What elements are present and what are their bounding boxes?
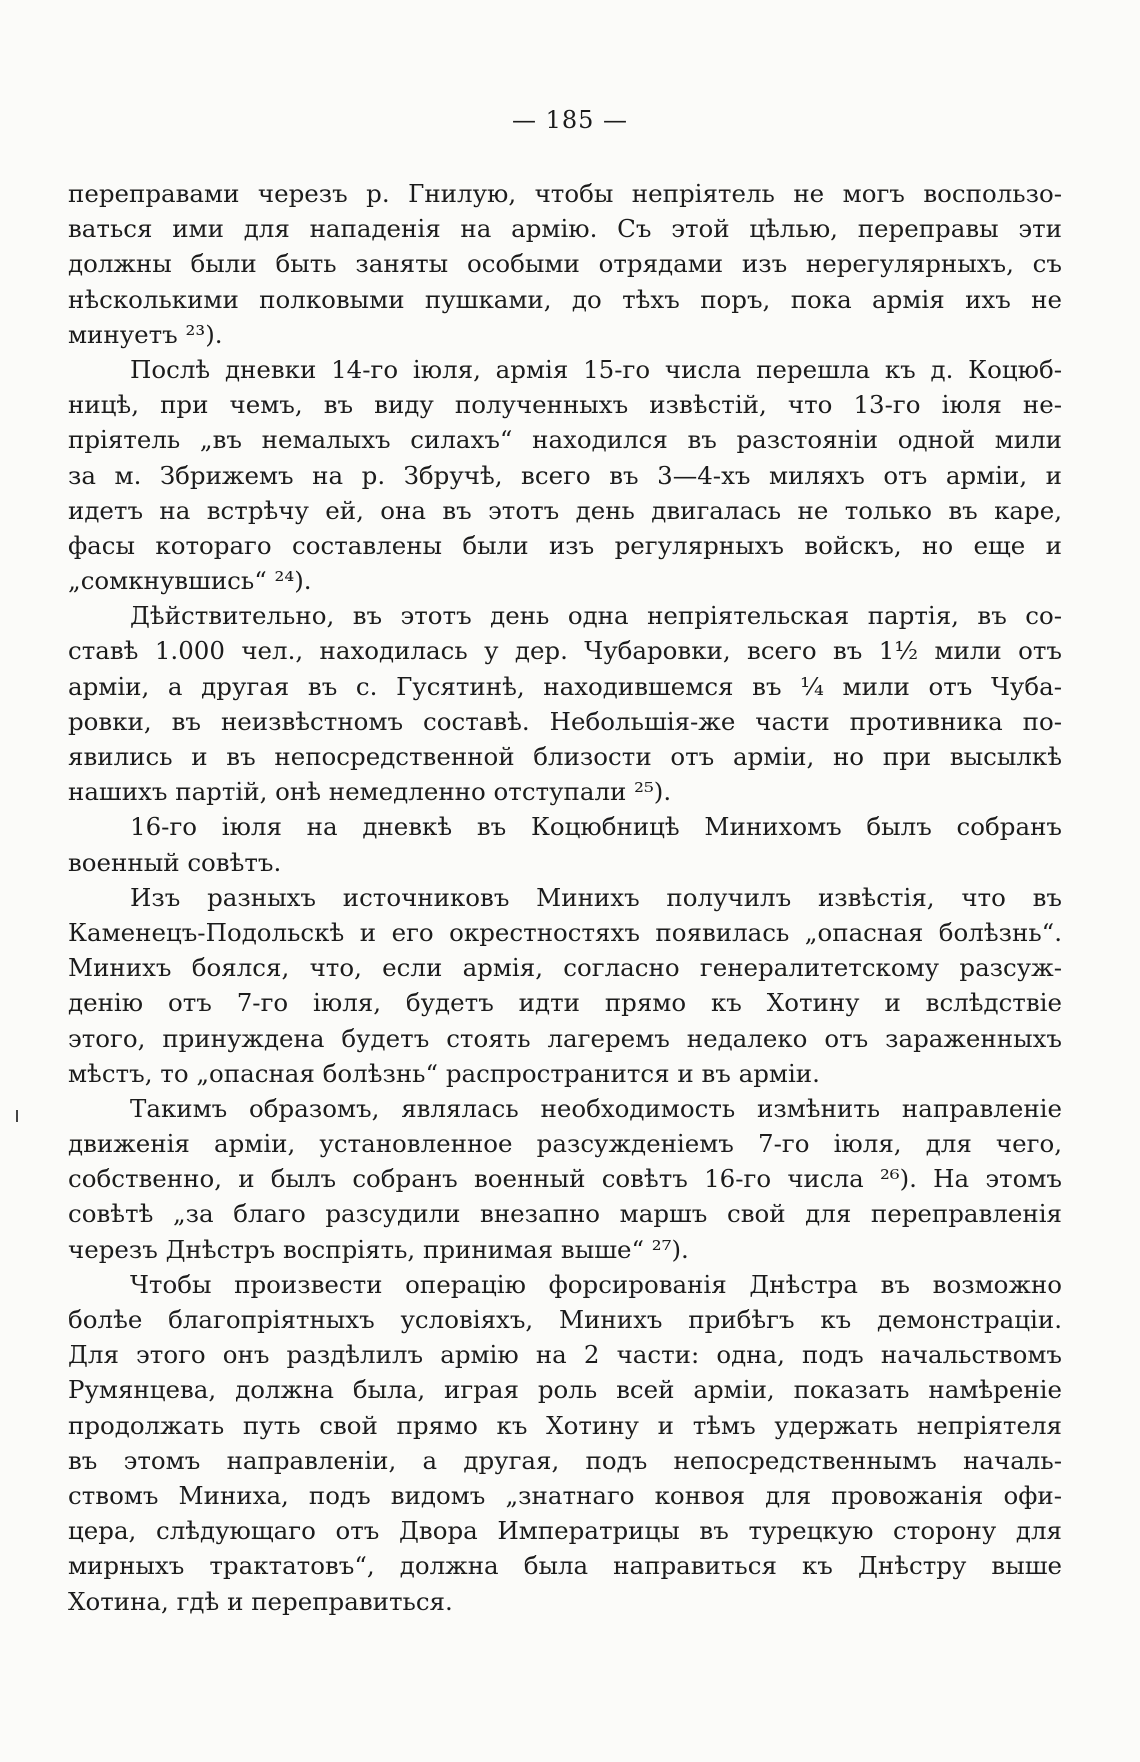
text-line: Послѣ дневки 14-го іюля, армія 15-го числа перешла къ д. Коцюб- bbox=[130, 354, 1062, 384]
text-line: Для этого онъ раздѣлилъ армію на 2 части: одна, подъ начальствомъ bbox=[68, 1340, 1062, 1370]
text-line: арміи, а другая въ с. Гусятинѣ, находившемся въ ¼ мили отъ Чуба- bbox=[68, 671, 1062, 701]
margin-mark bbox=[16, 1110, 18, 1122]
text-line: ставѣ 1.000 чел., находилась у дер. Чубаровки, всего въ 1½ мили отъ bbox=[68, 636, 1062, 666]
text-line: собственно, и былъ собранъ военный совѣтъ 16-го числа ²⁶). На этомъ bbox=[68, 1164, 1062, 1194]
text-line: болѣе благопріятныхъ условіяхъ, Минихъ прибѣгъ къ демонстраціи. bbox=[68, 1305, 1062, 1334]
text-line: 16-го іюля на дневкѣ въ Коцюбницѣ Минихомъ былъ собранъ bbox=[130, 812, 1062, 842]
text-line: идетъ на встрѣчу ей, она въ этотъ день двигалась не только въ каре, bbox=[68, 495, 1062, 525]
text-line: ствомъ Миниха, подъ видомъ „знатнаго конвоя для провожанія офи- bbox=[68, 1480, 1062, 1510]
text-line: денію отъ 7-го іюля, будетъ идти прямо къ Хотину и вслѣдствіе bbox=[68, 988, 1062, 1018]
text-line: движенія арміи, установленное разсужденіемъ 7-го іюля, для чего, bbox=[68, 1129, 1062, 1159]
paragraph bbox=[68, 880, 1062, 1091]
page-number: — 185 — bbox=[511, 106, 629, 134]
text-line: переправами черезъ р. Гнилую, чтобы непріятель не могъ воспользо- bbox=[68, 179, 1062, 208]
text-line: фасы котораго составлены были изъ регулярныхъ войскъ, но еще и bbox=[68, 530, 1062, 560]
text-line: мѣстъ, то „опасная болѣзнь“ распространится и въ арміи. bbox=[68, 1058, 820, 1088]
text-line: пріятель „въ немалыхъ силахъ“ находился въ разстояніи одной мили bbox=[68, 425, 1062, 455]
paragraph bbox=[68, 176, 1062, 352]
paragraph bbox=[68, 598, 1062, 809]
text-line: нашихъ партій, онѣ немедленно отступали ²⁵). bbox=[68, 777, 672, 807]
text-line: мирныхъ трактатовъ“, должна была направиться къ Днѣстру выше bbox=[68, 1551, 1062, 1581]
text-line: явились и въ непосредственной близости отъ арміи, но при высылкѣ bbox=[68, 742, 1062, 771]
paragraph bbox=[68, 1091, 1062, 1267]
text-line: военный совѣтъ. bbox=[68, 847, 282, 877]
text-line: за м. Збрижемъ на р. Збручѣ, всего въ 3—4-хъ миляхъ отъ арміи, и bbox=[68, 460, 1062, 490]
text-line: черезъ Днѣстръ воспріять, принимая выше“ ²⁷). bbox=[68, 1234, 689, 1264]
text-line: „сомкнувшись“ ²⁴). bbox=[68, 566, 312, 596]
text-line: ницѣ, при чемъ, въ виду полученныхъ извѣстій, что 13-го іюля не- bbox=[68, 390, 1062, 420]
text-line: этого, принуждена будетъ стоять лагеремъ недалеко отъ зараженныхъ bbox=[68, 1023, 1062, 1053]
text-line: Изъ разныхъ источниковъ Минихъ получилъ извѣстія, что въ bbox=[130, 882, 1062, 912]
text-line: продолжать путь свой прямо къ Хотину и тѣмъ удержать непріятеля bbox=[68, 1410, 1062, 1440]
text-line: Румянцева, должна была, играя роль всей арміи, показать намѣреніе bbox=[68, 1375, 1062, 1405]
text-line: въ этомъ направленіи, а другая, подъ непосредственнымъ началь- bbox=[68, 1445, 1062, 1475]
body-text bbox=[68, 176, 1062, 1619]
text-line: цера, слѣдующаго отъ Двора Императрицы въ турецкую сторону для bbox=[68, 1516, 1062, 1546]
text-line: Дѣйствительно, въ этотъ день одна непріятельская партія, въ со- bbox=[130, 601, 1062, 631]
paragraph bbox=[68, 809, 1062, 879]
text-line: ваться ими для нападенія на армію. Съ этой цѣлью, переправы эти bbox=[68, 214, 1062, 244]
text-line: Такимъ образомъ, являлась необходимость измѣнить направленіе bbox=[130, 1093, 1062, 1123]
text-line: Минихъ боялся, что, если армія, согласно генералитетскому разсуж- bbox=[68, 953, 1062, 983]
text-line: ровки, въ неизвѣстномъ составѣ. Небольшія-же части противника по- bbox=[68, 706, 1062, 736]
text-line: минуетъ ²³). bbox=[68, 319, 223, 349]
text-line: должны были быть заняты особыми отрядами изъ нерегулярныхъ, съ bbox=[68, 249, 1062, 279]
text-line: совѣтѣ „за благо разсудили внезапно маршъ свой для переправленія bbox=[68, 1199, 1062, 1229]
text-line: Хотина, гдѣ и переправиться. bbox=[68, 1586, 453, 1616]
text-line: Каменецъ-Подольскѣ и его окрестностяхъ появилась „опасная болѣзнь“. bbox=[68, 917, 1062, 947]
paragraph bbox=[68, 1267, 1062, 1619]
paragraph bbox=[68, 352, 1062, 598]
text-line: нѣсколькими полковыми пушками, до тѣхъ поръ, пока армія ихъ не bbox=[68, 284, 1062, 314]
text-line: Чтобы произвести операцію форсированія Днѣстра въ возможно bbox=[130, 1269, 1062, 1299]
